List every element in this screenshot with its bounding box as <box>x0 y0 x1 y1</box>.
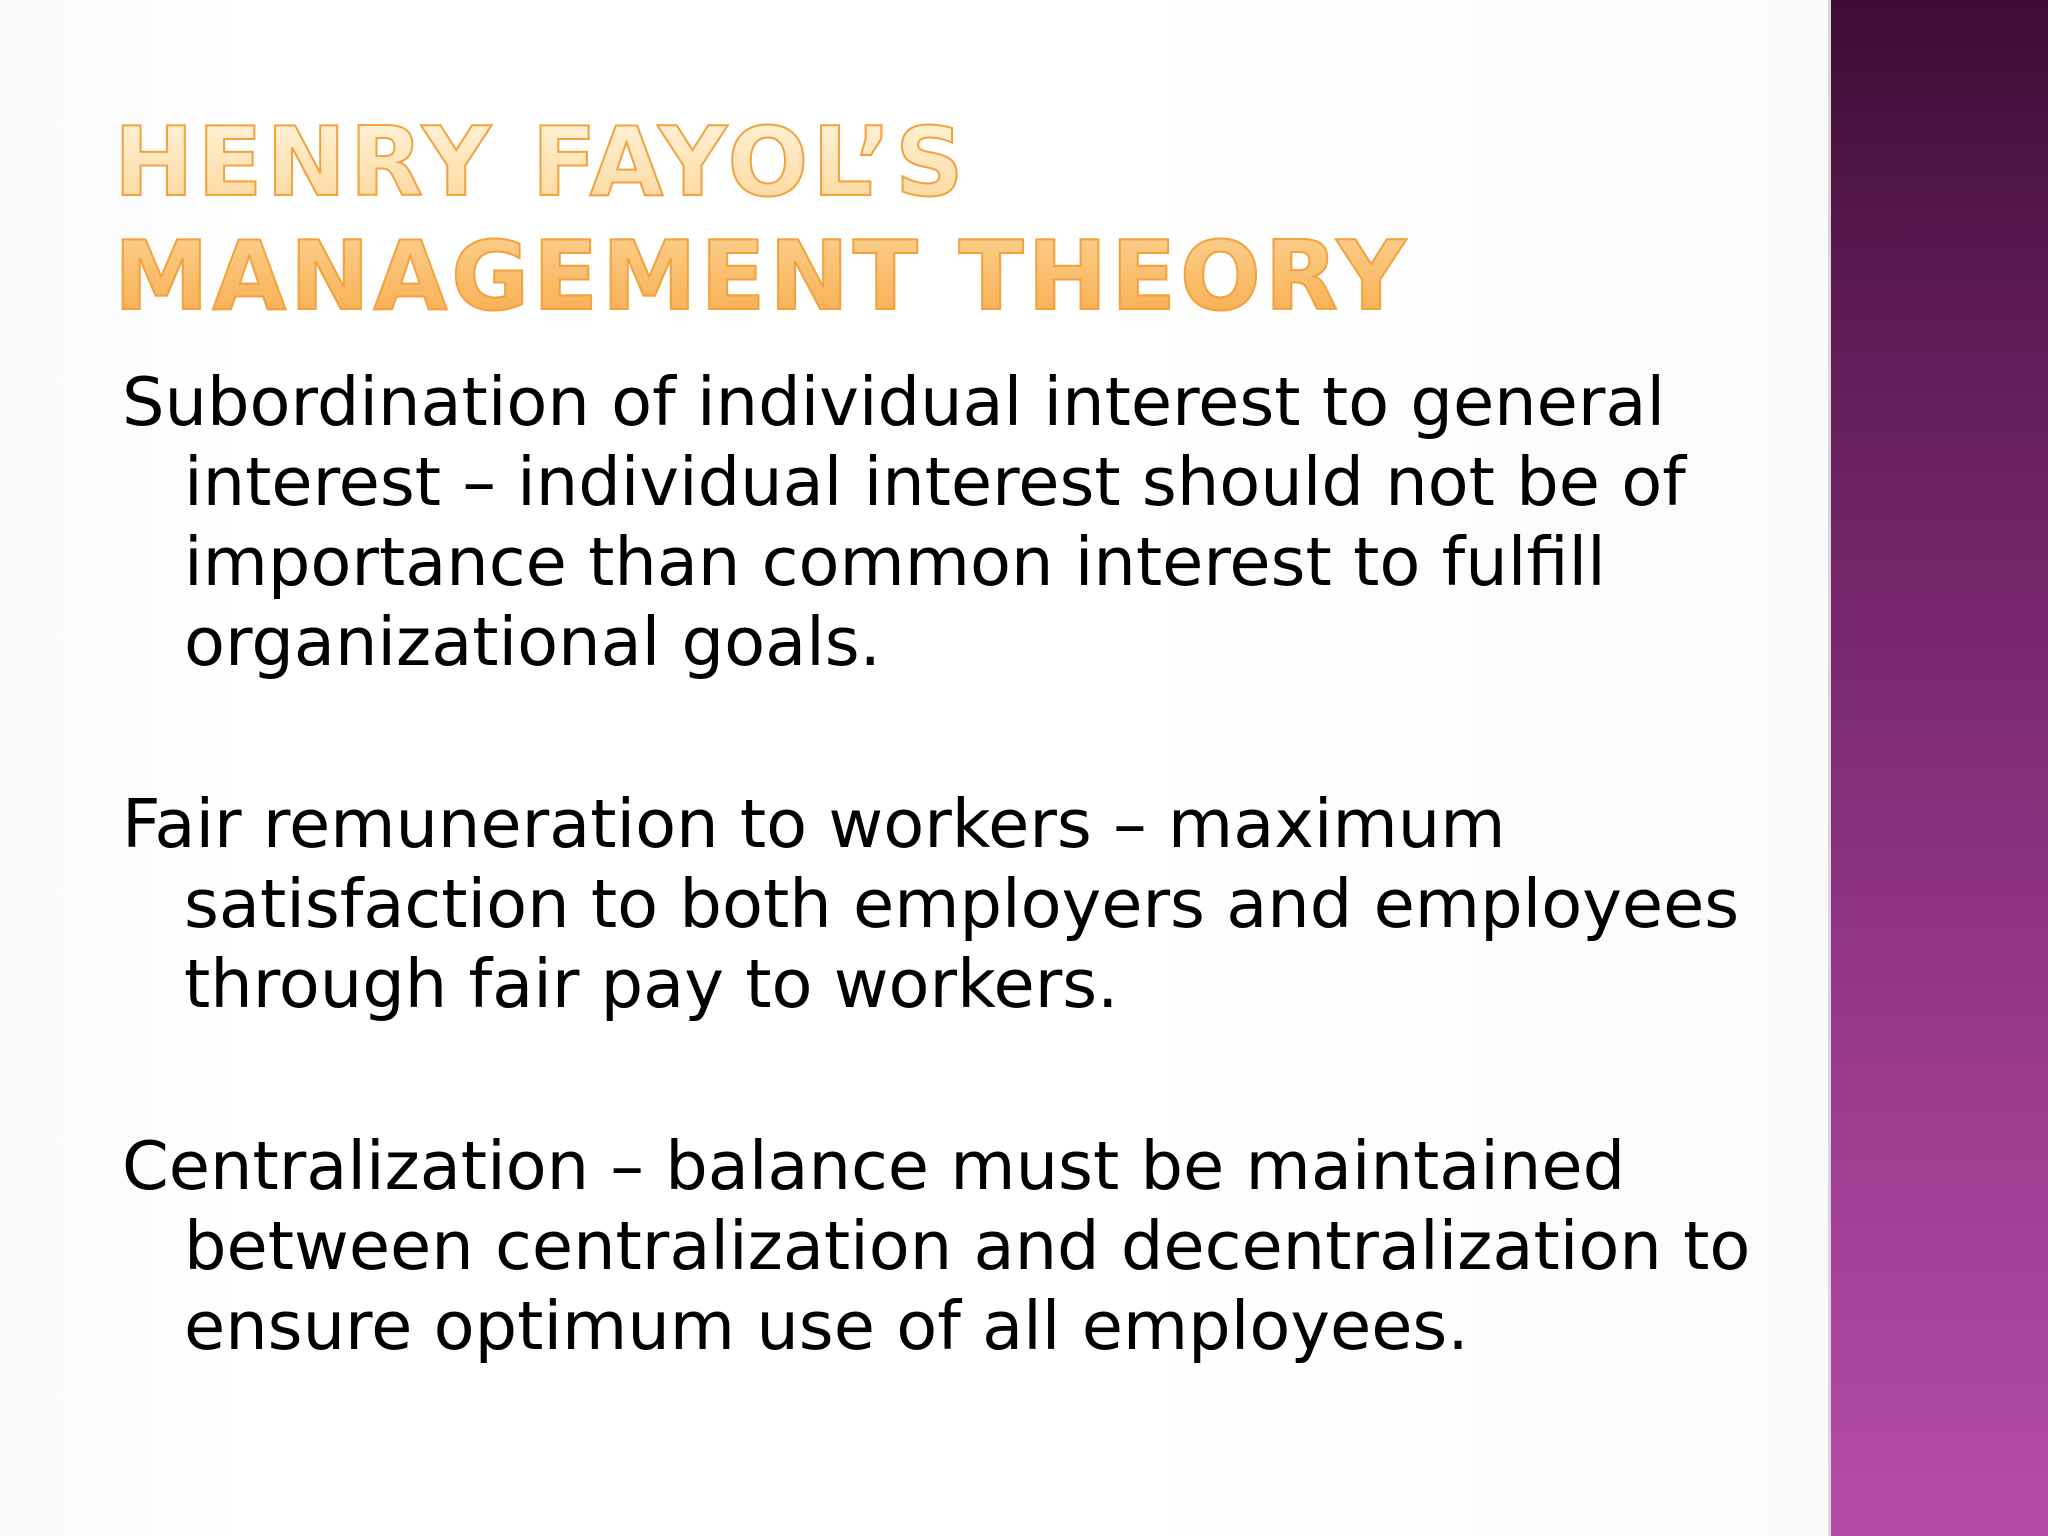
decorative-sidebar <box>1828 0 2048 1536</box>
point-centralization: Centralization – balance must be maintained between centralization and decentralization to ensure optimum use of all employees. <box>122 1127 1751 1365</box>
point-remuneration: Fair remuneration to workers – maximum satisfaction to both employers and employees through fair pay to workers. <box>122 785 1740 1023</box>
slide-body <box>122 362 1782 1366</box>
point-subordination: Subordination of individual interest to general interest – individual interest should not be of importance than common interest to fulfill organizational goals. <box>122 363 1686 681</box>
slide-title: HENRY FAYOL’S MANAGEMENT THEORY <box>114 106 1674 334</box>
